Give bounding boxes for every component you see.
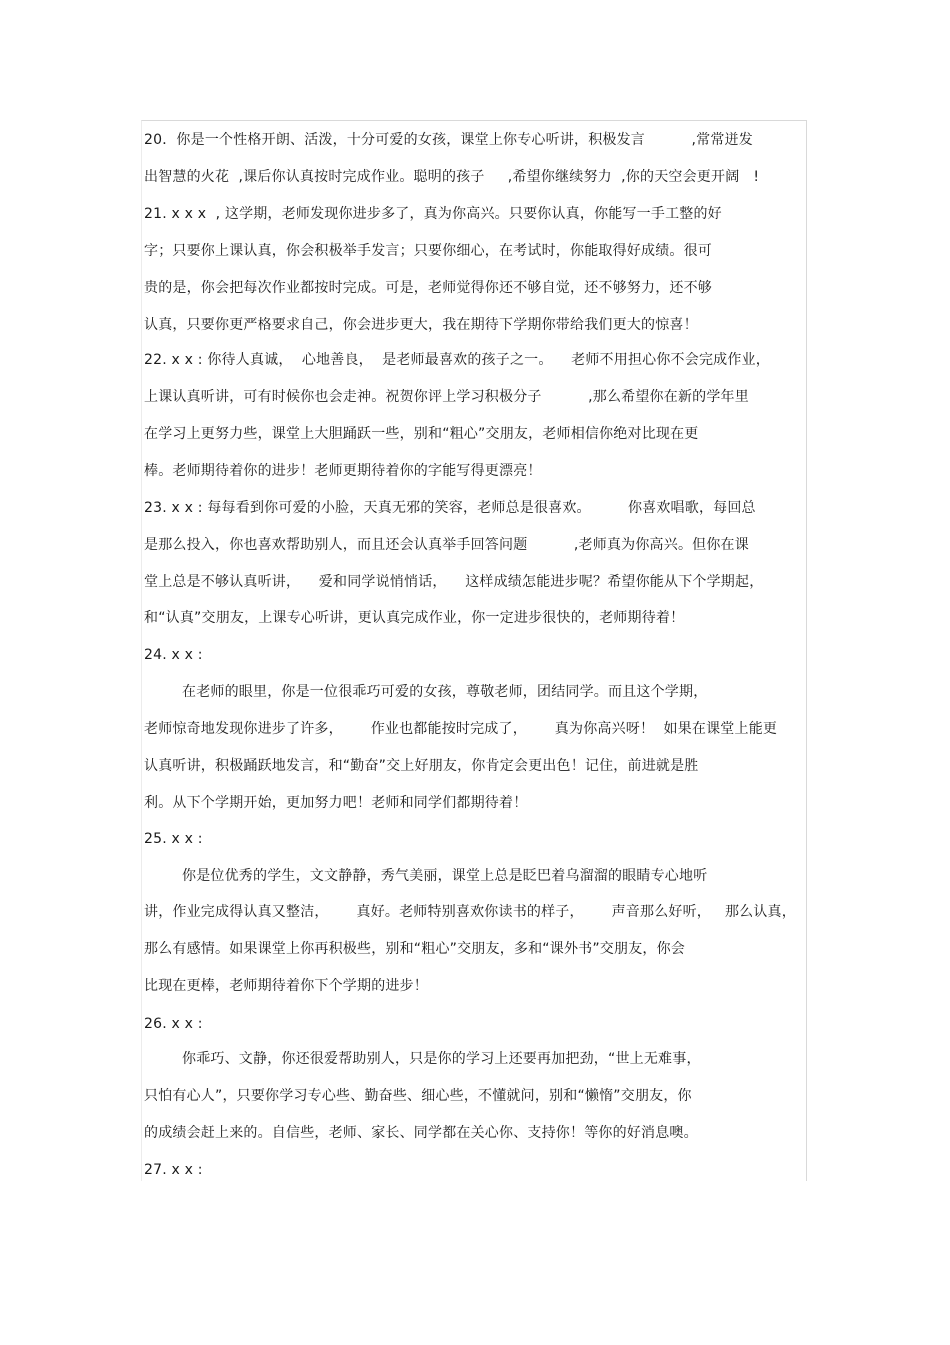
comment-23-line-4: 和“认真”交朋友，上课专心听讲，更认真完成作业，你一定进步很快的，老师期待着！ [144, 610, 685, 626]
comment-23-line-3: 堂上总是不够认真听讲， 爱和同学说悄悄话， 这样成绩怎能进步呢？希望你能从下个学期起， [144, 574, 764, 590]
comment-24-line-4: 利。从下个学期开始，更加努力吧！老师和同学们都期待着！ [144, 795, 528, 811]
comment-25-heading: 25. x x : [144, 831, 203, 847]
comment-20-line-1: 20．你是一个性格开朗、活泼，十分可爱的女孩，课堂上你专心听讲，积极发言 ,常常迸发 [144, 132, 753, 148]
comment-21-line-4: 认真，只要你更严格要求自己，你会进步更大，我在期待下学期你带给我们更大的惊喜！ [144, 317, 698, 333]
comment-25-line-1: 你是位优秀的学生，文文静静，秀气美丽，课堂上总是眨巴着乌溜溜的眼睛专心地听 [182, 868, 708, 884]
comment-27-heading: 27. x x : [144, 1162, 203, 1178]
comment-26-heading: 26. x x : [144, 1016, 203, 1032]
comment-24-heading: 24. x x : [144, 647, 203, 663]
comment-22-line-2: 上课认真听讲，可有时候你也会走神。祝贺你评上学习积极分子 ,那么希望你在新的学年里 [144, 389, 749, 405]
comment-25-line-4: 比现在更棒，老师期待着你下个学期的进步！ [144, 978, 428, 994]
comment-22-line-3: 在学习上更努力些，课堂上大胆踊跃一些，别和“粗心”交朋友，老师相信你绝对比现在更 [144, 426, 699, 442]
comment-25-line-2: 讲，作业完成得认真又整洁， 真好。老师特别喜欢你读书的样子， 声音那么好听， 那么认真， [144, 904, 796, 920]
comment-26-line-3: 的成绩会赶上来的。自信些，老师、家长、同学都在关心你、支持你！等你的好消息噢。 [144, 1125, 698, 1141]
comment-20-line-2: 出智慧的火花 ,课后你认真按时完成作业。聪明的孩子 ,希望你继续努力 ,你的天空会更开阔 ! [144, 169, 760, 185]
comment-23-line-2: 是那么投入，你也喜欢帮助别人，而且还会认真举手回答问题 ,老师真为你高兴。但你在课 [144, 537, 749, 553]
comment-26-line-2: 只怕有心人”，只要你学习专心些、勤奋些、细心些，不懂就问，别和“懒惰”交朋友，你 [144, 1088, 692, 1104]
comment-24-line-3: 认真听讲，积极踊跃地发言，和“勤奋”交上好朋友，你肯定会更出色！记住，前进就是胜 [144, 758, 699, 774]
comment-22-line-1: 22. x x : 你待人真诚， 心地善良， 是老师最喜欢的孩子之一。 老师不用担心你不会完成作业， [144, 352, 770, 368]
comment-23-line-1: 23. x x : 每每看到你可爱的小脸，天真无邪的笑容，老师总是很喜欢。 你喜欢唱歌，每回总 [144, 500, 756, 516]
comment-25-line-3: 那么有感情。如果课堂上你再积极些，别和“粗心”交朋友，多和“课外书”交朋友，你会 [144, 941, 686, 957]
comment-22-line-4: 棒。老师期待着你的进步！老师更期待着你的字能写得更漂亮！ [144, 463, 542, 479]
comment-21-line-1: 21. x x x , 这学期，老师发现你进步多了，真为你高兴。只要你认真，你能写一手工整的好 [144, 206, 722, 222]
comment-21-line-2: 字；只要你上课认真，你会积极举手发言；只要你细心，在考试时，你能取得好成绩。很可 [144, 243, 712, 259]
comment-26-line-1: 你乖巧、文静，你还很爱帮助别人，只是你的学习上还要再加把劲，“世上无难事， [182, 1051, 701, 1067]
comment-24-line-2: 老师惊奇地发现你进步了许多， 作业也都能按时完成了， 真为你高兴呀！ 如果在课堂上能更 [144, 721, 778, 737]
comment-21-line-3: 贵的是，你会把每次作业都按时完成。可是，老师觉得你还不够自觉，还不够努力，还不够 [144, 280, 712, 296]
comment-24-line-1: 在老师的眼里，你是一位很乖巧可爱的女孩，尊敬老师，团结同学。而且这个学期， [182, 684, 708, 700]
